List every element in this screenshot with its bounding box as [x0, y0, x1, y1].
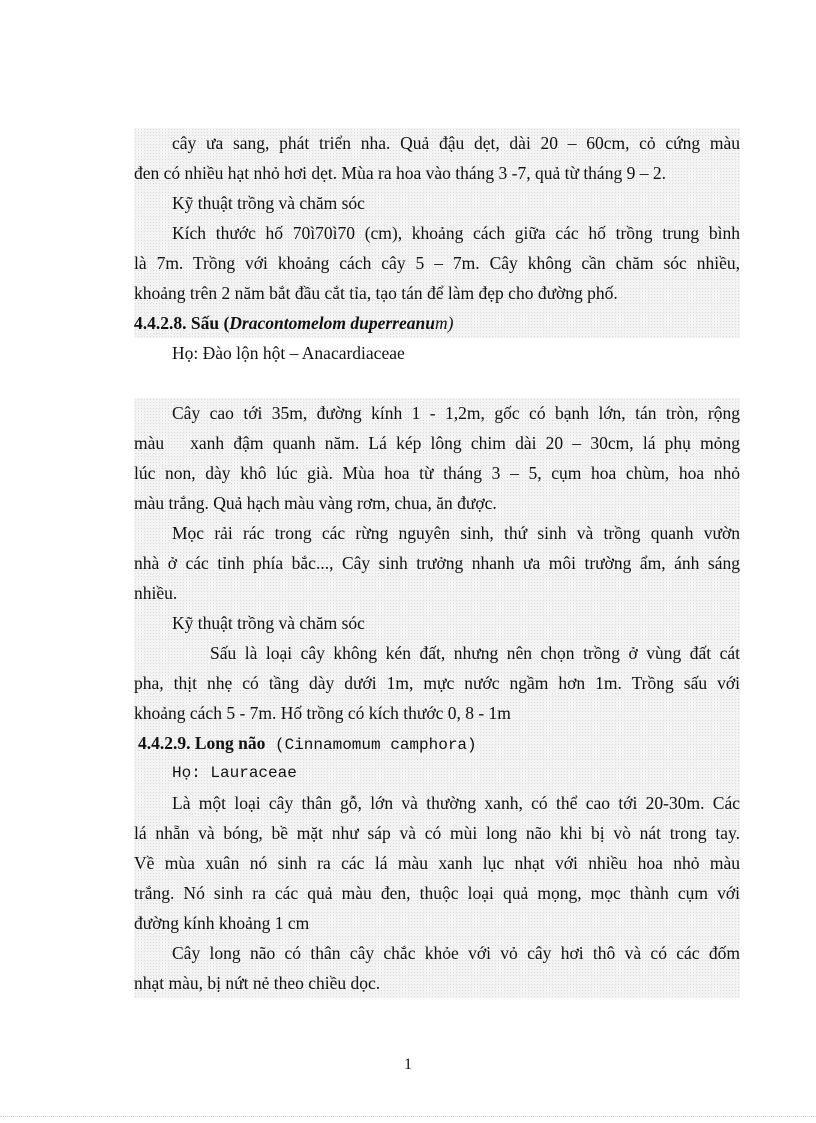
- paragraph-description: [134, 398, 740, 518]
- section-common-name: Long não: [194, 733, 266, 753]
- text-line: Mọc rải rác trong các rừng nguyên sinh, thứ sinh và trồng quanh vườn: [172, 523, 740, 543]
- text-word: màu: [134, 433, 165, 453]
- paragraph-long-nao: [134, 788, 740, 998]
- text-line: pha, thịt nhẹ có tầng dày dưới 1m, mực nước ngầm hơn 1m. Trồng sấu với: [134, 673, 740, 693]
- open-paren: (: [219, 313, 230, 333]
- text-line: cây ưa sang, phát triển nha. Quả đậu dẹt, dài 20 – 60cm, cỏ cứng màu: [172, 133, 740, 153]
- family-line: Họ: Đào lộn hột – Anacardiaceae: [172, 343, 405, 363]
- blank-line: [134, 368, 740, 398]
- section-number: 4.4.2.9.: [138, 733, 191, 753]
- section-heading-long-nao: [134, 728, 740, 758]
- text-line: Là một loại cây thân gỗ, lớn và thường xanh, có thể cao tới 20-30m. Các: [172, 793, 740, 813]
- text-line: màu trắng. Quả hạch màu vàng rơm, chua, ăn được.: [134, 493, 497, 513]
- paragraph-continuation: [134, 128, 740, 338]
- page-number: 1: [404, 1056, 412, 1073]
- subheading-care: Kỹ thuật trồng và chăm sóc: [172, 193, 365, 213]
- text-fragment: xanh đậm quanh năm. Lá kép lông chim dài 20 – 30cm, lá phụ mỏng: [190, 433, 740, 453]
- section-heading-sau: [134, 308, 740, 338]
- text-line: là 7m. Trồng với khoảng cách cây 5 – 7m. Cây không cần chăm sóc nhiều,: [134, 253, 740, 273]
- text-line: khoảng trên 2 năm bắt đầu cắt tỉa, tạo tán để làm đẹp cho đường phố.: [134, 283, 618, 303]
- section-scientific-tail: m): [434, 313, 454, 333]
- section-scientific-name: (Cinnamomum camphora): [265, 736, 477, 754]
- text-line: nhạt màu, bị nứt nẻ theo chiều dọc.: [134, 973, 381, 993]
- page-body: [134, 128, 740, 998]
- paragraph-distribution: [134, 518, 740, 608]
- section-common-name: Sấu: [190, 313, 220, 333]
- text-line: nhà ở các tỉnh phía bắc..., Cây sinh trưởng nhanh ưa môi trường ẩm, ánh sáng: [134, 553, 740, 573]
- text-line: đường kính khoảng 1 cm: [134, 913, 310, 933]
- page-bottom-rule: [0, 1116, 816, 1117]
- text-line: Cây cao tới 35m, đường kính 1 - 1,2m, gốc có bạnh lớn, tán tròn, rộng: [172, 403, 740, 423]
- text-line: khoảng cách 5 - 7m. Hố trồng có kích thước 0, 8 - 1m: [134, 703, 511, 723]
- text-line: đen có nhiều hạt nhỏ hơi dẹt. Mùa ra hoa vào tháng 3 -7, quả từ tháng 9 – 2.: [134, 163, 666, 183]
- text-line: lá nhẵn và bóng, bề mặt như sáp và có mùi long não khi bị vò nát trong tay.: [134, 823, 740, 843]
- text-line: lúc non, dày khô lúc già. Mùa hoa từ tháng 3 – 5, cụm hoa chùm, hoa nhỏ: [134, 463, 740, 483]
- family-line: Họ: Lauraceae: [172, 764, 297, 782]
- section-scientific-name: Dracontomelom duperreanu: [229, 313, 435, 333]
- text-line: Sấu là loại cây không kén đất, nhưng nên chọn trồng ở vùng đất cát: [210, 643, 740, 663]
- text-line: Về mùa xuân nó sinh ra các lá màu xanh lục nhạt với nhiều hoa nhỏ màu: [134, 853, 740, 873]
- text-line: nhiều.: [134, 583, 178, 603]
- subheading-care: Kỹ thuật trồng và chăm sóc: [172, 613, 365, 633]
- section-number: 4.4.2.8.: [134, 313, 187, 333]
- text-line: Cây long não có thân cây chắc khỏe với vỏ cây hơi thô và có các đốm: [172, 943, 740, 963]
- paragraph-care: [134, 608, 740, 788]
- text-line: trắng. Nó sinh ra các quả màu đen, thuộc loại quả mọng, mọc thành cụm với: [134, 883, 740, 903]
- text-line: [134, 428, 740, 458]
- text-line: Kích thước hố 70ì70ì70 (cm), khoảng cách giữa các hố trồng trung bình: [172, 223, 740, 243]
